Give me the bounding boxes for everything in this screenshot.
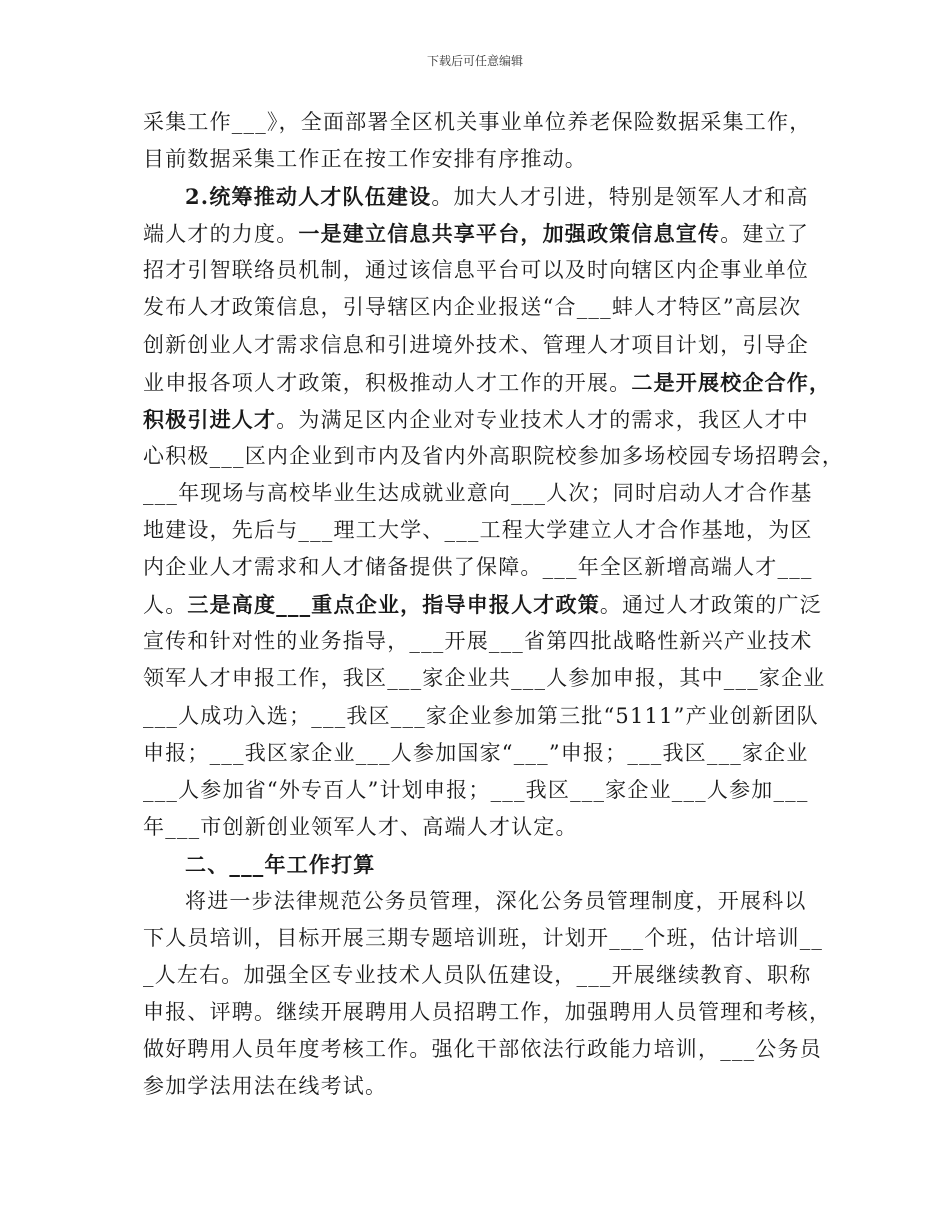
text-line: 年___市创新创业领军人才、高端人才认定。 xyxy=(143,814,578,839)
text-run: 人。 xyxy=(143,593,188,618)
text-line: 发布人才政策信息，引导辖区内企业报送“合___蚌人才特区”高层次 xyxy=(143,295,802,320)
text-run: 业申报各项人才政策，积极推动人才工作的开展。 xyxy=(143,370,632,395)
text-run: 。通过人才政策的广泛 xyxy=(599,593,822,618)
text-line: 参加学法用法在线考试。 xyxy=(143,1074,388,1099)
text-line: ___人成功入选；___我区___家企业参加第三批“5111”产业创新团队 xyxy=(143,703,819,728)
text-line: _人左右。加强全区专业技术人员队伍建设，___开展继续教育、职称 xyxy=(143,963,812,988)
text-line xyxy=(143,178,809,215)
section-heading: 二、___年工作打算 xyxy=(185,851,376,877)
bold-phrase: 三是高度___重点企业，指导申报人才政策 xyxy=(187,592,600,618)
text-line: 做好聘用人员年度考核工作。强化干部依法行政能力培训，___公务员 xyxy=(143,1037,822,1062)
text-line: ___人参加省“外专百人”计划申报；___我区___家企业___人参加___ xyxy=(143,777,809,802)
document-body xyxy=(143,104,845,1106)
text-run: 。加大人才引进，特别是领军人才和高 xyxy=(431,185,809,210)
page-header: 下载后可任意编辑 xyxy=(426,54,523,68)
text-line: 领军人才申报工作，我区___家企业共___人参加申报，其中___家企业 xyxy=(143,666,826,691)
text-line: 创新创业人才需求信息和引进境外技术、管理人才项目计划，引导企 xyxy=(143,332,809,357)
bold-phrase: 一是建立信息共享平台，加强政策信息宣传 xyxy=(298,221,721,247)
text-line: 宣传和针对性的业务指导，___开展___省第四批战略性新兴产业技术 xyxy=(143,629,813,654)
text-run: 端人才的力度。 xyxy=(143,222,299,247)
text-line: 下人员培训，目标开展三期专题培训班，计划开___个班，估计培训__ xyxy=(143,926,824,951)
text-run: 。建立了 xyxy=(720,222,810,247)
bold-phrase: 二是开展校企合作， xyxy=(631,369,832,395)
text-line xyxy=(143,586,822,623)
bold-phrase: 2.统筹推动人才队伍建设 xyxy=(185,184,432,210)
text-line: 招才引智联络员机制，通过该信息平台可以及时向辖区内企事业单位 xyxy=(143,258,809,283)
text-line: 采集工作___》，全面部署全区机关事业单位养老保险数据采集工作， xyxy=(143,110,812,134)
text-line: 目前数据采集工作正在按工作安排有序推动。 xyxy=(143,147,587,172)
text-line: 内企业人才需求和人才储备提供了保障。___年全区新增高端人才___ xyxy=(143,555,813,580)
text-line: 申报；___我区家企业___人参加国家“___”申报；___我区___家企业 xyxy=(143,740,809,765)
text-line: 地建设，先后与___理工大学、___工程大学建立人才合作基地，为区 xyxy=(143,518,813,543)
text-line xyxy=(143,401,809,438)
text-line: ___年现场与高校毕业生达成就业意向___人次；同时启动人才合作基 xyxy=(143,480,813,505)
bold-phrase: 积极引进人才 xyxy=(143,406,277,432)
text-line: 将进一步法律规范公务员管理，深化公务员管理制度，开展科以 xyxy=(185,888,807,913)
text-run: 。为满足区内企业对专业技术人才的需求，我区人才中 xyxy=(276,407,810,432)
text-line: 申报、评聘。继续开展聘用人员招聘工作，加强聘用人员管理和考核， xyxy=(143,1000,832,1025)
text-line xyxy=(143,215,809,252)
text-line xyxy=(143,364,832,401)
text-line: 心积极___区内企业到市内及省内外高职院校参加多场校园专场招聘会， xyxy=(143,443,845,468)
